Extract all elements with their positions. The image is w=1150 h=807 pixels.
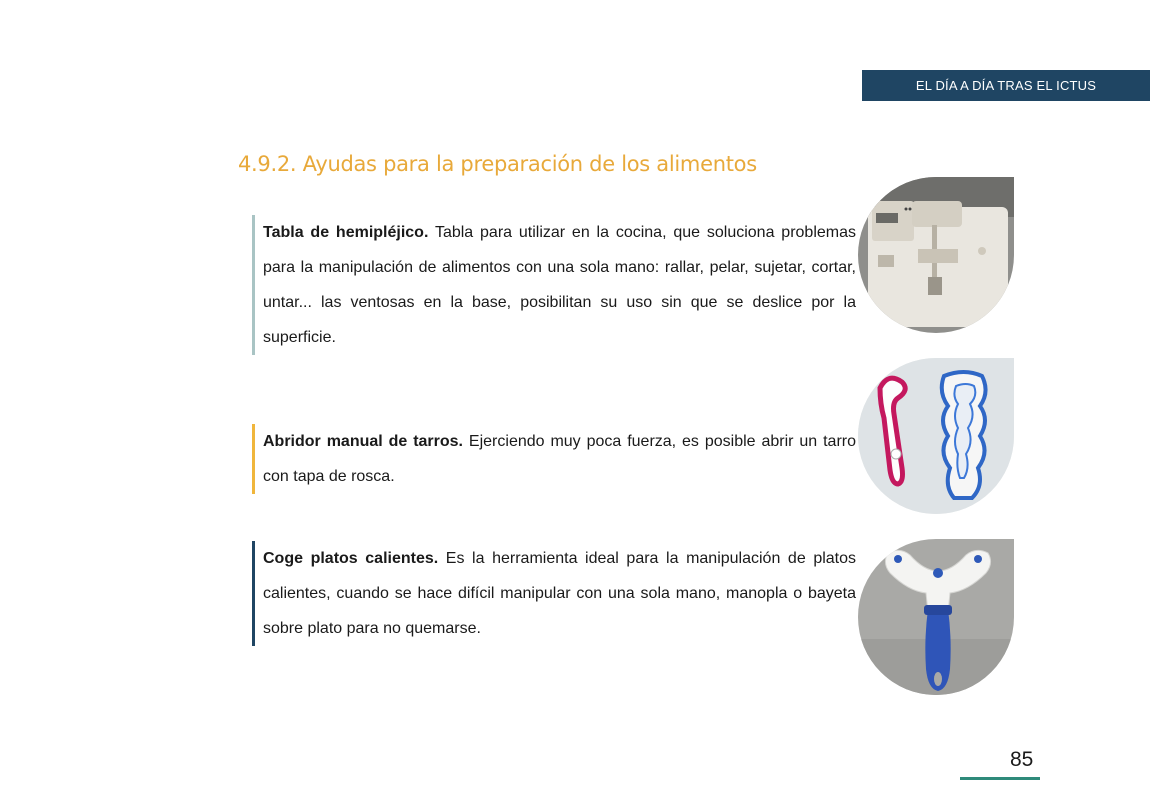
item-cutting-board (252, 215, 856, 355)
item-description: Es la herramienta ideal para la manipulación de platos calientes, cuando se hace difícil manipular con una sola mano, manopla o bayeta sobre plato para no quemarse. (263, 550, 857, 637)
item-plate-gripper (252, 541, 856, 646)
header-section-text: EL DÍA A DÍA TRAS EL ICTUS (915, 78, 1097, 93)
jar-opener-photo (858, 358, 1014, 514)
item-term: Coge platos calientes. (263, 550, 439, 567)
item-term: Tabla de hemipléjico. (263, 224, 429, 241)
page-number: 85 (1010, 748, 1034, 771)
item-jar-opener (252, 424, 856, 494)
item-description: Ejerciendo muy poca fuerza, es posible abrir un tarro con tapa de rosca. (263, 433, 857, 485)
page-number-underline (960, 777, 1040, 780)
item-term: Abridor manual de tarros. (263, 433, 464, 450)
section-title: 4.9.2. Ayudas para la preparación de los alimentos (238, 152, 757, 176)
header-section-label (862, 70, 1150, 101)
plate-gripper-photo (858, 539, 1014, 695)
cutting-board-photo (858, 177, 1014, 333)
item-description: Tabla para utilizar en la cocina, que soluciona problemas para la manipulación de alimentos con una sola mano: rallar, pelar, sujetar, cortar, untar... las ventosas en la base, posibilitan su uso sin que se deslice por la superficie. (263, 224, 857, 346)
